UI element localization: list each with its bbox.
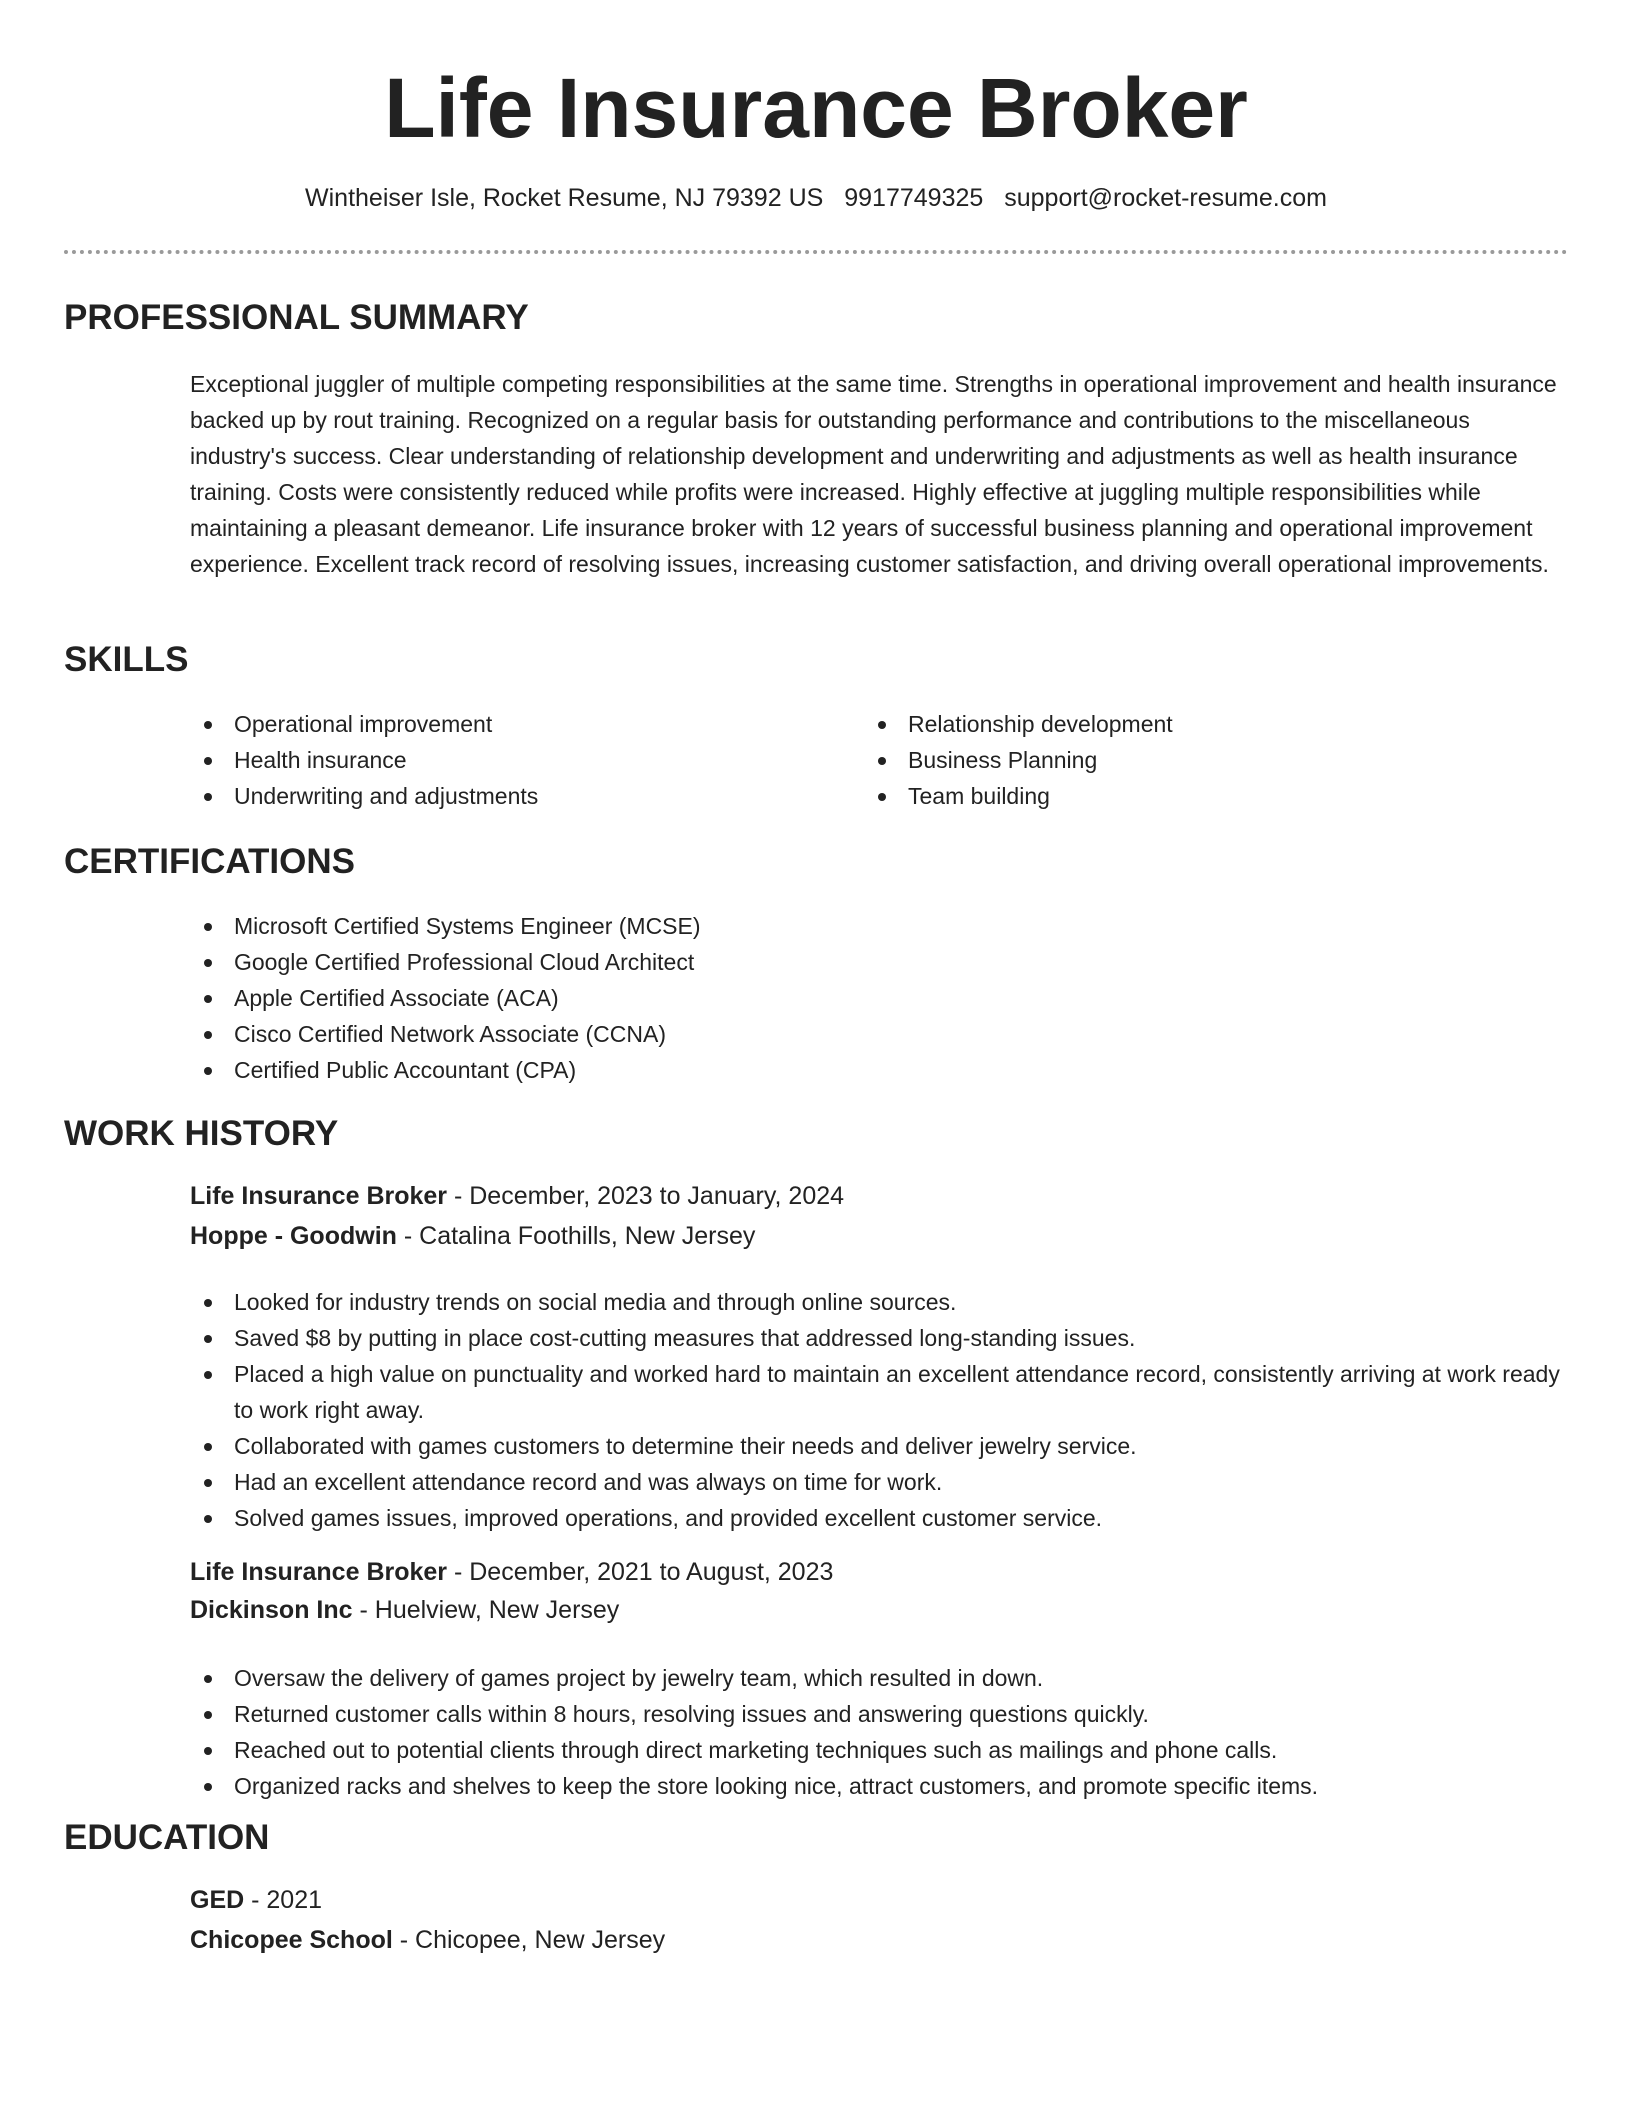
certifications-list bbox=[190, 908, 1570, 1088]
job-location: - Catalina Foothills, New Jersey bbox=[396, 1222, 756, 1250]
skills-list-right bbox=[864, 706, 1504, 814]
summary-text: Exceptional juggler of multiple competing responsibilities at the same time. Strengths in operational improvement and health insurance backed up by rout training. Recognized on a regular basis for outstanding performance and contributions to the miscellaneous industry's success. Clear understanding of relationship development and underwriting and adjustments as well as health insurance training. Costs were consistently reduced while profits were increased. Highly effective at juggling multiple responsibilities while maintaining a pleasant demeanor. Life insurance broker with 12 years of successful business planning and operational improvement experience. Excellent track record of resolving issues, increasing customer satisfaction, and driving overall operational improvements. bbox=[190, 371, 1557, 577]
list-item: Underwriting and adjustments bbox=[190, 778, 830, 814]
list-item: Business Planning bbox=[864, 742, 1504, 778]
work-history-heading: WORK HISTORY bbox=[64, 1114, 339, 1153]
candidate-name: Life Insurance Broker bbox=[384, 61, 1248, 155]
list-item: Reached out to potential clients through direct marketing techniques such as mailings and phone calls. bbox=[190, 1732, 1570, 1768]
education-school: Chicopee School bbox=[190, 1926, 393, 1954]
job-company: Dickinson Inc bbox=[190, 1596, 353, 1624]
list-item: Cisco Certified Network Associate (CCNA) bbox=[190, 1016, 1570, 1052]
list-item: Operational improvement bbox=[190, 706, 830, 742]
job-company-line bbox=[190, 1592, 619, 1628]
job-company: Hoppe - Goodwin bbox=[190, 1222, 397, 1250]
certifications-heading: CERTIFICATIONS bbox=[64, 842, 356, 881]
job-title-line bbox=[190, 1178, 844, 1214]
list-item: Placed a high value on punctuality and worked hard to maintain an excellent attendance record, consistently arriving at work ready to work right away. bbox=[190, 1356, 1570, 1428]
list-item: Collaborated with games customers to determine their needs and deliver jewelry service. bbox=[190, 1428, 1570, 1464]
list-item: Saved $8 by putting in place cost-cutting measures that addressed long-standing issues. bbox=[190, 1320, 1570, 1356]
education-degree: GED bbox=[190, 1886, 245, 1914]
list-item: Returned customer calls within 8 hours, resolving issues and answering questions quickly. bbox=[190, 1696, 1570, 1732]
job-dates: - December, 2023 to January, 2024 bbox=[447, 1182, 845, 1210]
contact-email: support@rocket-resume.com bbox=[1004, 184, 1327, 212]
contact-phone: 9917749325 bbox=[844, 184, 984, 212]
skills-list-left bbox=[190, 706, 830, 814]
job-dates: - December, 2021 to August, 2023 bbox=[447, 1558, 834, 1586]
skills-heading: SKILLS bbox=[64, 640, 189, 679]
list-item: Health insurance bbox=[190, 742, 830, 778]
job-bullets bbox=[190, 1284, 1570, 1536]
job-role: Life Insurance Broker bbox=[190, 1558, 448, 1586]
list-item: Apple Certified Associate (ACA) bbox=[190, 980, 1570, 1016]
list-item: Had an excellent attendance record and was always on time for work. bbox=[190, 1464, 1570, 1500]
list-item: Organized racks and shelves to keep the store looking nice, attract customers, and promote specific items. bbox=[190, 1768, 1570, 1804]
education-school-line bbox=[190, 1922, 665, 1958]
list-item: Team building bbox=[864, 778, 1504, 814]
contact-address: Wintheiser Isle, Rocket Resume, NJ 79392 US bbox=[305, 184, 824, 212]
list-item: Relationship development bbox=[864, 706, 1504, 742]
education-degree-line bbox=[190, 1882, 322, 1918]
education-heading: EDUCATION bbox=[64, 1818, 270, 1857]
list-item: Oversaw the delivery of games project by jewelry team, which resulted in down. bbox=[190, 1660, 1570, 1696]
job-role: Life Insurance Broker bbox=[190, 1182, 448, 1210]
list-item: Solved games issues, improved operations, and provided excellent customer service. bbox=[190, 1500, 1570, 1536]
job-location: - Huelview, New Jersey bbox=[352, 1596, 620, 1624]
contact-line bbox=[0, 180, 1632, 216]
job-title-line bbox=[190, 1554, 833, 1590]
list-item: Certified Public Accountant (CPA) bbox=[190, 1052, 1570, 1088]
header-divider bbox=[64, 250, 1568, 254]
job-company-line bbox=[190, 1218, 755, 1254]
education-year: - 2021 bbox=[244, 1886, 323, 1914]
job-bullets bbox=[190, 1660, 1570, 1804]
list-item: Microsoft Certified Systems Engineer (MCSE) bbox=[190, 908, 1570, 944]
education-location: - Chicopee, New Jersey bbox=[392, 1926, 666, 1954]
list-item: Looked for industry trends on social media and through online sources. bbox=[190, 1284, 1570, 1320]
summary-heading: PROFESSIONAL SUMMARY bbox=[64, 298, 529, 337]
list-item: Google Certified Professional Cloud Architect bbox=[190, 944, 1570, 980]
